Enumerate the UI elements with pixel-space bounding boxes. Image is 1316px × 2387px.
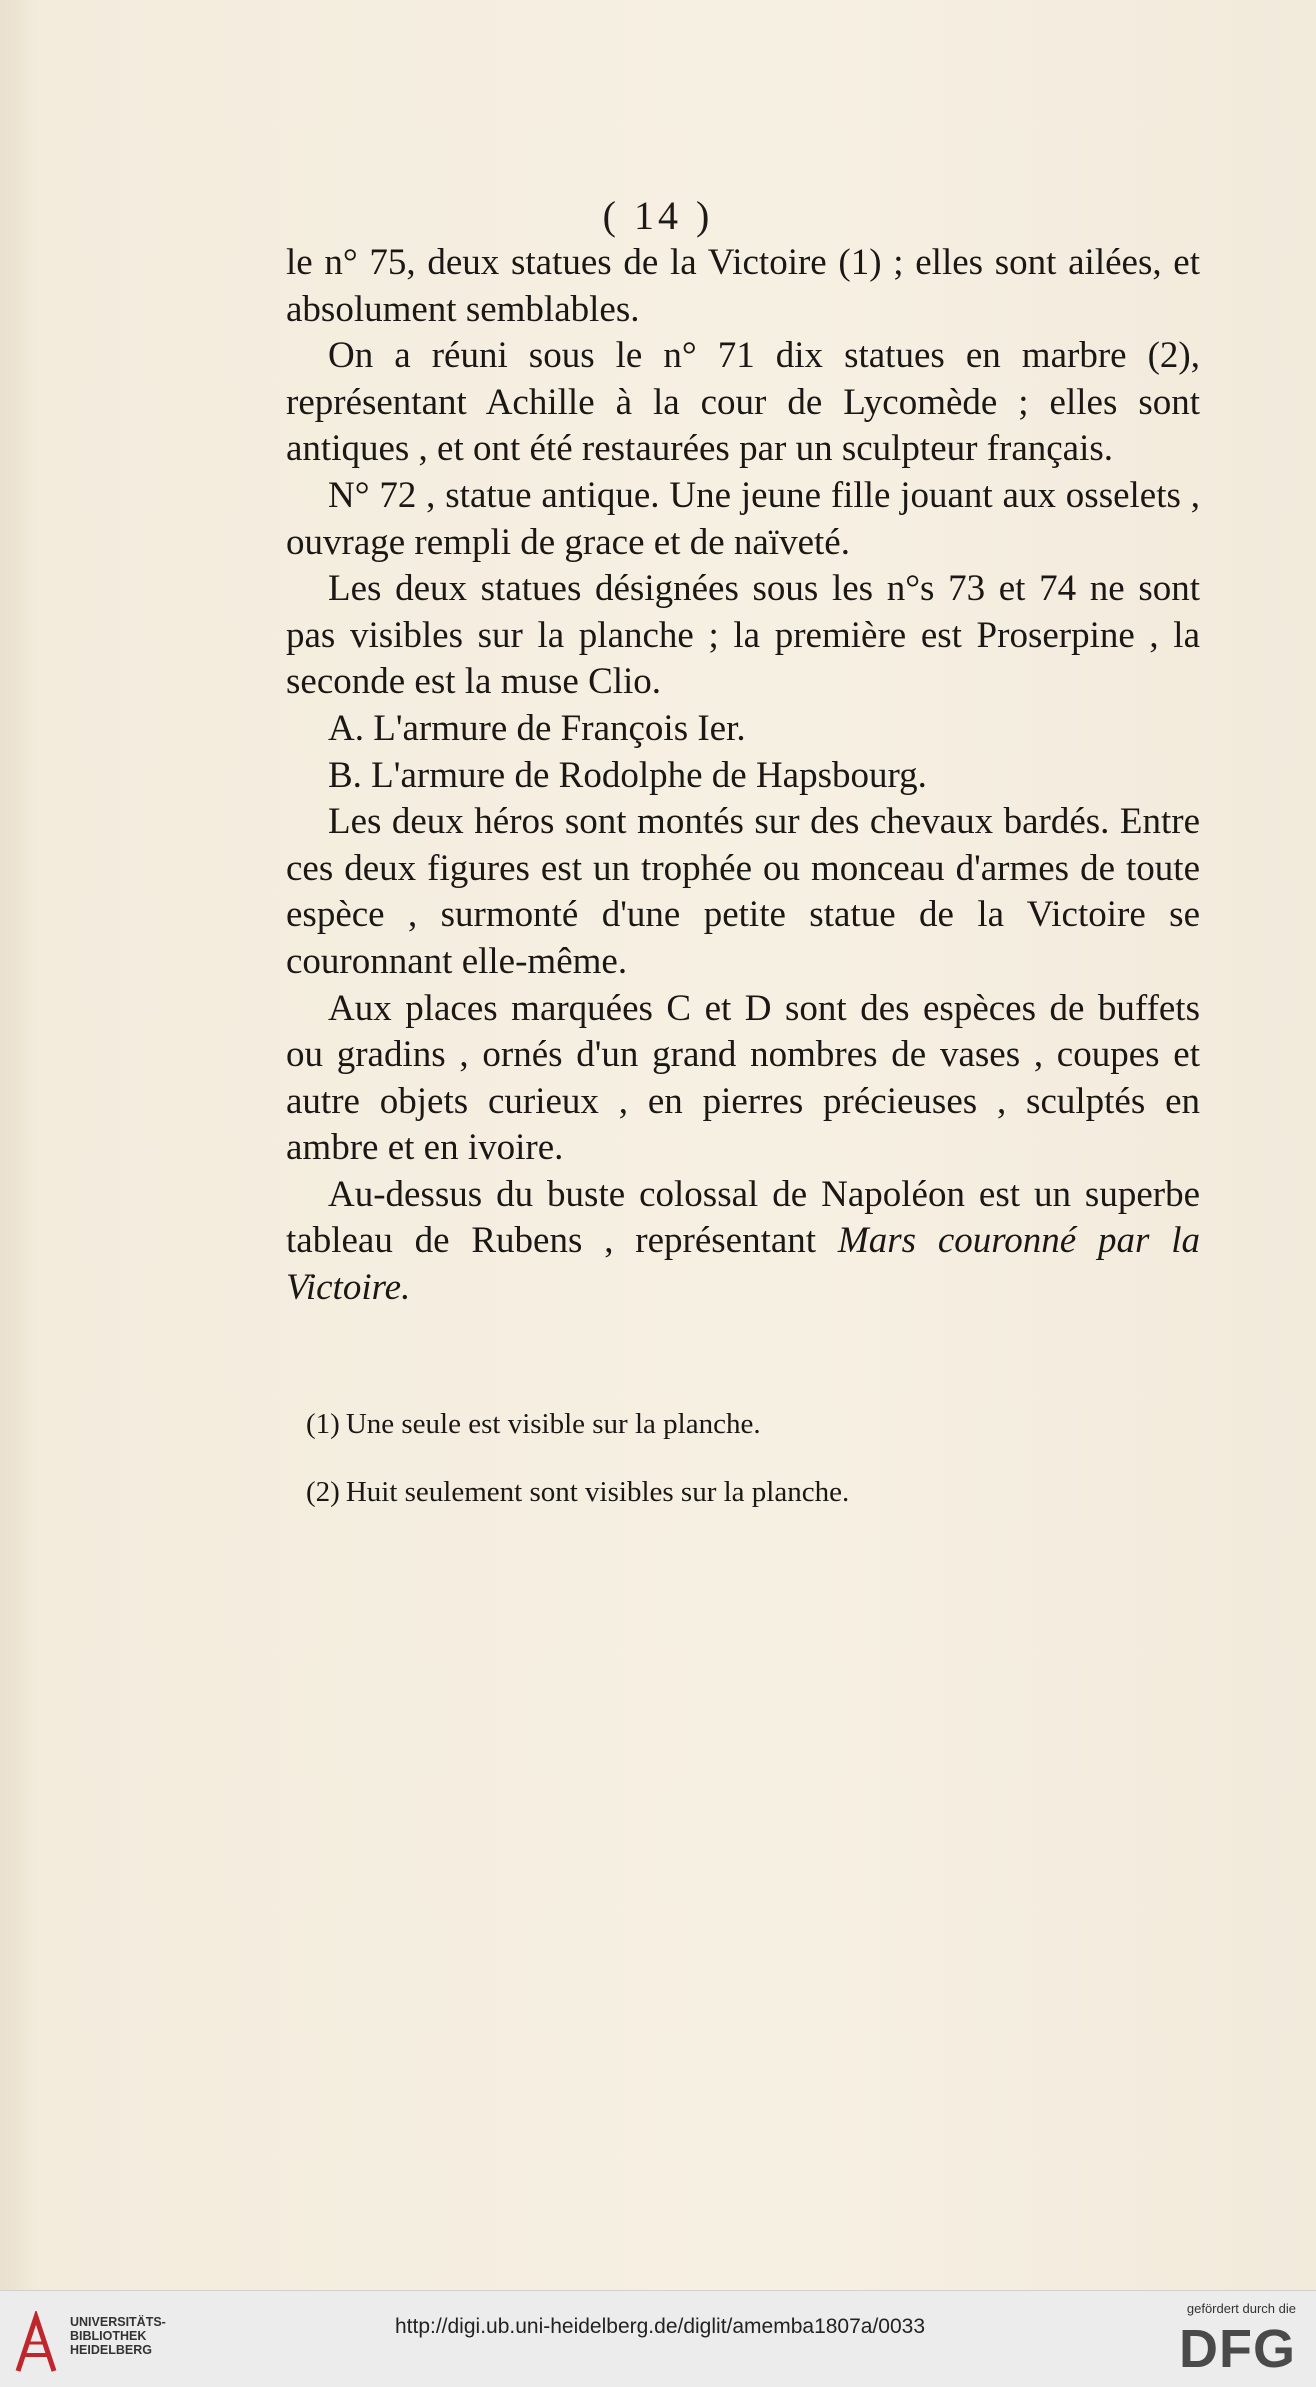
paragraph-1: le n° 75, deux statues de la Victoire (1) ; elles sont ailées, et absolument semblables.	[286, 242, 1200, 330]
library-name-line-1: UNIVERSITÄTS-	[70, 2315, 166, 2329]
library-name-line-2: BIBLIOTHEK	[70, 2329, 147, 2343]
page-number: ( 14 )	[602, 193, 714, 238]
footnote-2	[306, 1473, 1186, 1511]
footnote-1-text: Une seule est visible sur la planche.	[345, 1408, 761, 1440]
paragraph-4: Les deux statues désignées sous les n°s 73 et 74 ne sont pas visibles sur la planche ; la première est Proserpine , la seconde est la muse Clio.	[286, 568, 1200, 703]
paragraph-7: Les deux héros sont montés sur des chevaux bardés. Entre ces deux figures est un trophée ou monceau d'armes de toute espèce , surmonté d'une petite statue de la Victoire se couronnant elle-même.	[286, 801, 1200, 982]
footnote-2-mark: (2)	[306, 1476, 340, 1508]
library-name-line-3: HEIDELBERG	[70, 2343, 152, 2357]
paragraph-9	[286, 1172, 1200, 1312]
paragraph-2: On a réuni sous le n° 71 dix statues en marbre (2), représentant Achille à la cour de Lycomède ; elles sont antiques , et ont été restaurées par un sculpteur français.	[286, 335, 1200, 470]
footnote-1	[306, 1405, 1186, 1443]
paragraph-3: N° 72 , statue antique. Une jeune fille jouant aux osselets , ouvrage rempli de grace et de naïveté.	[286, 474, 1200, 563]
paragraph-9-text: Au-dessus du buste colossal de Napoléon est un superbe tableau de Rubens , représentant	[286, 1173, 1200, 1262]
paragraph-9-italic: Mars couronné par la Victoire.	[286, 1220, 1201, 1309]
body-text	[286, 240, 1200, 1312]
university-library-logo-icon	[14, 2311, 58, 2375]
viewer-footer	[0, 2290, 1316, 2387]
item-b: B. L'armure de Rodolphe de Hapsbourg.	[328, 754, 927, 796]
footnote-1-mark: (1)	[306, 1408, 340, 1440]
funding-label: gefördert durch die	[1186, 2301, 1296, 2316]
paragraph-8: Aux places marquées C et D sont des espèces de buffets ou gradins , ornés d'un grand nombres de vases , coupes et autre objets curieux , en pierres précieuses , sculptés en ambre et en ivoire.	[286, 987, 1200, 1169]
dfg-logo: DFG	[1179, 2319, 1296, 2379]
footnote-2-text: Huit seulement sont visibles sur la planche.	[345, 1476, 850, 1508]
permalink-url[interactable]: http://digi.ub.uni-heidelberg.de/diglit/amemba1807a/0033	[394, 2315, 926, 2338]
footnotes	[306, 1405, 1186, 1541]
university-library-name	[70, 2315, 166, 2357]
item-a: A. L'armure de François Ier.	[328, 707, 746, 749]
